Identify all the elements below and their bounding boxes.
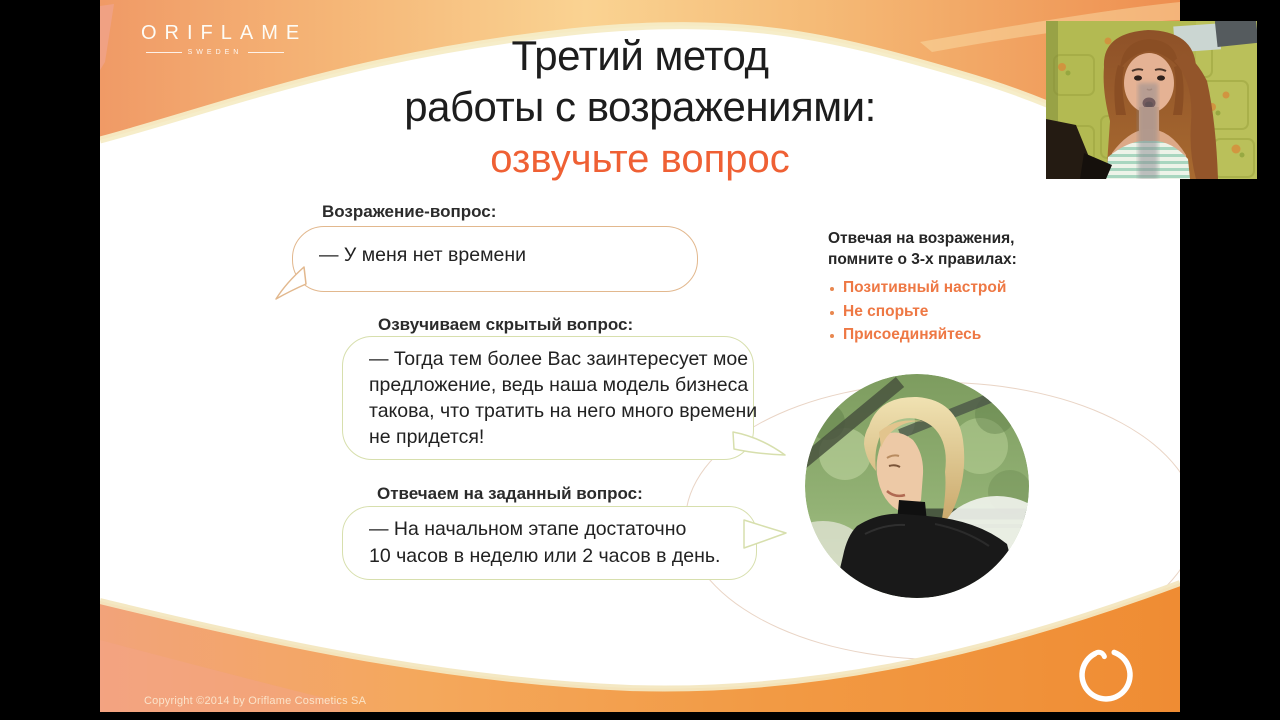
slide-title bbox=[290, 30, 990, 184]
bullet-dot-icon bbox=[830, 334, 834, 338]
rule-label: Присоединяйтесь bbox=[843, 326, 982, 343]
bullet-dot-icon bbox=[830, 287, 834, 291]
rule-item bbox=[828, 279, 1078, 296]
bubble2-tail bbox=[730, 430, 788, 462]
presenter-webcam-video bbox=[1046, 21, 1257, 179]
bubble1-tail bbox=[273, 264, 313, 304]
rules-heading-line1: Отвечая на возражения, bbox=[828, 230, 1015, 247]
oriflame-logo bbox=[133, 22, 308, 56]
rule-item bbox=[828, 303, 1078, 320]
bubble-text: такова, что тратить на него много времени bbox=[369, 400, 758, 422]
rule-item bbox=[828, 326, 1078, 343]
bubble-text: — Тогда тем более Вас заинтересует мое bbox=[369, 348, 749, 370]
letterbox-bar-left bbox=[0, 0, 100, 720]
title-line-3-accent: озвучьте вопрос bbox=[490, 137, 790, 181]
title-line-1: Третий метод bbox=[511, 32, 769, 79]
rule-label: Позитивный настрой bbox=[843, 279, 1007, 296]
title-line-2: работы с возражениями: bbox=[404, 83, 876, 130]
bubble-text: 10 часов в неделю или 2 часов в день. bbox=[369, 545, 721, 567]
answer-question-label: Отвечаем на заданный вопрос: bbox=[377, 484, 643, 503]
bubble-text: — На начальном этапе достаточно bbox=[369, 518, 687, 540]
bubble-text: не придется! bbox=[369, 426, 485, 448]
bullet-dot-icon bbox=[830, 311, 834, 315]
letterbox-bar-bottom bbox=[0, 712, 1280, 720]
objection-speech-bubble bbox=[292, 226, 698, 292]
consultant-photo-image bbox=[805, 374, 1029, 598]
logo-rule-right bbox=[248, 52, 284, 53]
three-rules-block bbox=[828, 228, 1078, 350]
hidden-question-label: Озвучиваем скрытый вопрос: bbox=[378, 315, 634, 334]
rules-heading-line2: помните о 3-х правилах: bbox=[828, 251, 1017, 268]
copyright-text: Copyright ©2014 by Oriflame Cosmetics SA bbox=[144, 695, 367, 707]
consultant-photo bbox=[805, 374, 1029, 598]
answer-speech-bubble bbox=[342, 506, 757, 580]
bubble-text: — У меня нет времени bbox=[319, 244, 526, 266]
oriflame-ring-icon bbox=[1075, 642, 1137, 704]
bubble3-tail bbox=[742, 512, 790, 554]
oriflame-logo-country: SWEDEN bbox=[187, 49, 243, 56]
oriflame-logo-text: ORIFLAME bbox=[141, 22, 308, 44]
presenter-webcam-overlay bbox=[1046, 21, 1257, 179]
logo-rule-left bbox=[146, 52, 182, 53]
objection-question-label: Возражение-вопрос: bbox=[322, 202, 497, 221]
presentation-slide bbox=[100, 0, 1180, 720]
rule-label: Не спорьте bbox=[843, 302, 929, 320]
bubble-text: предложение, ведь наша модель бизнеса bbox=[369, 374, 749, 396]
hidden-question-speech-bubble bbox=[342, 336, 758, 460]
